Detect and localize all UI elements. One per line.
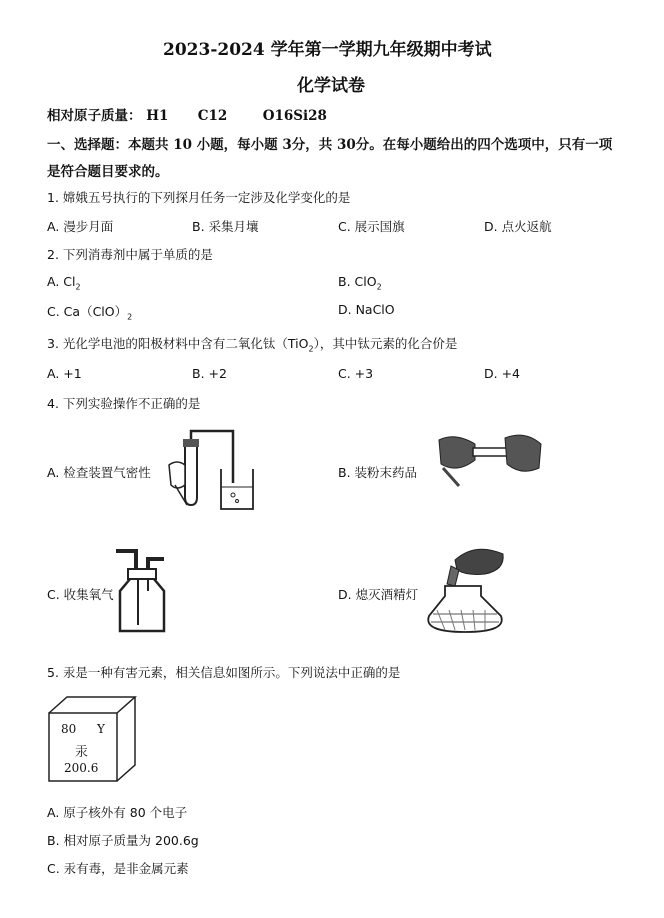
q5-option-c: C. 汞有毒，是非金属元素 [47, 861, 189, 876]
atomic-mass-label: 相对原子质量： [47, 108, 142, 124]
q3-option-b: B. +2 [192, 366, 227, 381]
q2-option-a: A. $Cl_2$ [47, 274, 81, 292]
section-instructions-line1: 一、选择题：本题共 10 小题，每小题 3分，共 30分。在每小题给出的四个选项中，只有一项 [47, 137, 613, 153]
element-name: 汞 [75, 745, 89, 760]
gas-collection-bottle-illustration [112, 545, 172, 635]
atomic-mass-osi: O16Si28 [262, 108, 327, 124]
q2-option-d: D. NaClO [338, 302, 395, 317]
q4-option-d: D. 熄灭酒精灯 [338, 587, 419, 602]
atomic-mass-row [47, 104, 327, 124]
q3-option-c: C. +3 [338, 366, 374, 381]
q4-option-a: A. 检查装置气密性 [47, 465, 151, 480]
airtightness-apparatus-illustration [163, 425, 263, 515]
exam-title: 2023-2024 学年第一学期九年级期中考试 [163, 40, 492, 60]
section-instructions-line2: 是符合题目要求的。 [47, 164, 169, 180]
element-atomic-mass: 200.6 [64, 761, 99, 775]
q2-option-b: B. ClO$_2$ [338, 274, 382, 292]
q5-option-b: B. 相对原子质量为 200.6g [47, 833, 199, 848]
q3-stem: 3. 光化学电池的阳极材料中含有二氧化钛（TiO$_2$），其中钛元素的化合价是 [47, 336, 458, 354]
q5-option-a: A. 原子核外有 80 个电子 [47, 805, 188, 820]
q4-stem: 4. 下列实验操作不正确的是 [47, 396, 201, 411]
element-atomic-number: 80 [61, 722, 77, 736]
q4-option-b: B. 装粉末药品 [338, 465, 418, 480]
element-symbol: Y [97, 722, 105, 736]
alcohol-lamp-illustration [415, 540, 515, 640]
atomic-mass-h: H1 [146, 108, 169, 124]
q1-option-d: D. 点火返航 [484, 219, 552, 234]
q2-option-c: C. $Ca(ClO)_2$ [47, 304, 133, 322]
q1-option-b: B. 采集月壤 [192, 219, 259, 234]
q5-stem: 5. 汞是一种有害元素，相关信息如图所示。下列说法中正确的是 [47, 665, 401, 680]
atomic-mass-c: C12 [197, 108, 228, 124]
q3-option-d: D. +4 [484, 366, 520, 381]
q1-option-a: A. 漫步月面 [47, 219, 114, 234]
powder-loading-illustration [435, 430, 545, 490]
q1-option-c: C. 展示国旗 [338, 219, 405, 234]
q4-option-c: C. 收集氧气 [47, 587, 114, 602]
exam-subtitle: 化学试卷 [297, 76, 365, 96]
q2-stem: 2. 下列消毒剂中属于单质的是 [47, 247, 213, 262]
q1-stem: 1. 嫦娥五号执行的下列探月任务一定涉及化学变化的是 [47, 190, 351, 205]
q3-option-a: A. +1 [47, 366, 82, 381]
